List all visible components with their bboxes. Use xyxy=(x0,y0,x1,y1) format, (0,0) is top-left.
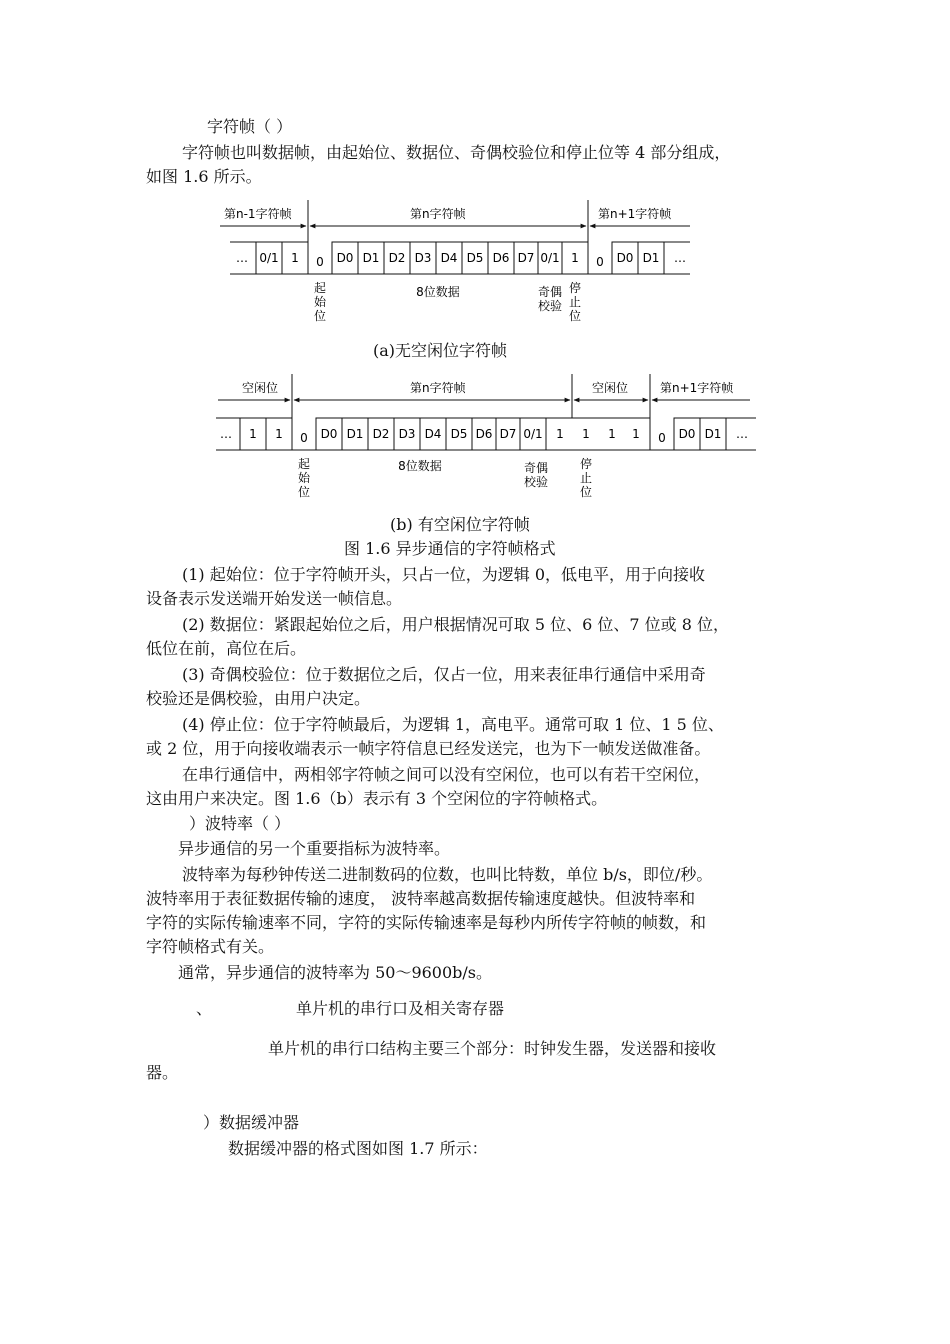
paragraph-line: 校验还是偶校验，由用户决定。 xyxy=(146,689,371,708)
paragraph-line: 低位在前，高位在后。 xyxy=(146,639,307,658)
cell: 0 xyxy=(300,431,308,445)
paragraph-line: (1) 起始位：位于字符帧开头，只占一位，为逻辑 0，低电平，用于向接收 xyxy=(182,565,706,584)
cell: 0/1 xyxy=(259,251,279,265)
paragraph-line: 数据缓冲器的格式图如图 1.7 所示： xyxy=(228,1139,488,1158)
paragraph-line: 在串行通信中，两相邻字符帧之间可以没有空闲位，也可以有若干空闲位， xyxy=(182,765,711,784)
cell: D3 xyxy=(398,427,416,441)
cell: D0 xyxy=(678,427,696,441)
paragraph-line: 字符的实际传输速率不同，字符的实际传输速率是每秒内所传字符帧的帧数，和 xyxy=(146,913,707,932)
cell: D2 xyxy=(388,251,406,265)
section-number-separator: 、 xyxy=(196,999,213,1018)
label-start-bit: 起 xyxy=(313,281,327,295)
label-data-bits: 8位数据 xyxy=(398,459,442,473)
cell: D0 xyxy=(320,427,338,441)
label-stop-bit: 止 xyxy=(579,471,593,485)
paragraph-line: 这由用户来决定。图 1.6（b）表示有 3 个空闲位的字符帧格式。 xyxy=(146,789,608,808)
figure-b-frame-with-idle xyxy=(210,372,760,504)
cell: D7 xyxy=(499,427,517,441)
cell: 1 xyxy=(291,251,299,265)
paragraph-line: 如图 1.6 所示。 xyxy=(146,167,262,186)
cell: 0 xyxy=(596,255,604,269)
paragraph-line: (4) 停止位：位于字符帧最后，为逻辑 1，高电平。通常可取 1 位、1 5 位、 xyxy=(182,715,724,734)
cell: D1 xyxy=(642,251,660,265)
section-heading-data-buffer: ）数据缓冲器 xyxy=(203,1113,300,1132)
cell: D0 xyxy=(616,251,634,265)
paragraph-line: 或 2 位，用于向接收端表示一帧字符信息已经发送完，也为下一帧发送做准备。 xyxy=(146,739,711,758)
cell: D6 xyxy=(475,427,493,441)
section-heading-char-frame: 字符帧（ ） xyxy=(207,117,293,136)
label-prev-frame: 第n-1字符帧 xyxy=(224,207,292,221)
section-heading-serial-port: 单片机的串行口及相关寄存器 xyxy=(296,999,505,1018)
label-start-bit: 位 xyxy=(313,309,327,323)
cell: 0 xyxy=(316,255,324,269)
cell: D1 xyxy=(346,427,364,441)
label-start-bit: 起 xyxy=(297,457,311,471)
paragraph-line: 字符帧格式有关。 xyxy=(146,937,275,956)
cell: 1 xyxy=(556,427,564,441)
label-stop-bit: 停 xyxy=(568,281,582,295)
cell: 0/1 xyxy=(540,251,560,265)
cell: 1 xyxy=(275,427,283,441)
paragraph-line: 通常，异步通信的波特率为 50～9600b/s。 xyxy=(178,963,493,982)
cell: 0/1 xyxy=(523,427,543,441)
cell: D5 xyxy=(466,251,484,265)
cell: 1 xyxy=(608,427,616,441)
label-stop-bit: 停 xyxy=(579,457,593,471)
label-start-bit: 始 xyxy=(297,471,311,485)
section-heading-baud: ）波特率（ ） xyxy=(189,814,291,833)
label-parity: 校验 xyxy=(523,475,549,489)
paragraph-line: (3) 奇偶校验位：位于数据位之后，仅占一位，用来表征串行通信中采用奇 xyxy=(182,665,706,684)
figure-a-frame-no-idle xyxy=(220,198,700,330)
label-start-bit: 位 xyxy=(297,485,311,499)
label-next-frame: 第n+1字符帧 xyxy=(660,381,734,395)
cell: D5 xyxy=(450,427,468,441)
paragraph-line: 异步通信的另一个重要指标为波特率。 xyxy=(178,839,451,858)
label-stop-bit: 止 xyxy=(568,295,582,309)
figure-title: 图 1.6 异步通信的字符帧格式 xyxy=(344,539,556,558)
label-current-frame: 第n字符帧 xyxy=(410,207,466,221)
paragraph-line: 设备表示发送端开始发送一帧信息。 xyxy=(146,589,403,608)
paragraph-line: (2) 数据位：紧跟起始位之后，用户根据情况可取 5 位、6 位、7 位或 8 位， xyxy=(182,615,729,634)
cell: D3 xyxy=(414,251,432,265)
paragraph-line: 波特率用于表征数据传输的速度， 波特率越高数据传输速度越快。但波特率和 xyxy=(146,889,696,908)
label-start-bit: 始 xyxy=(313,295,327,309)
cell: D1 xyxy=(362,251,380,265)
paragraph-line: 波特率为每秒钟传送二进制数码的位数，也叫比特数，单位 b/s，即位/秒。 xyxy=(182,865,713,884)
cell: 1 xyxy=(571,251,579,265)
label-parity: 校验 xyxy=(537,299,563,313)
cell: 1 xyxy=(249,427,257,441)
cell: D4 xyxy=(440,251,458,265)
label-data-bits: 8位数据 xyxy=(416,285,460,299)
cell: D7 xyxy=(517,251,535,265)
label-idle-bits: 空闲位 xyxy=(592,381,629,395)
cell: 1 xyxy=(582,427,590,441)
paragraph-line: 字符帧也叫数据帧，由起始位、数据位、奇偶校验位和停止位等 4 部分组成， xyxy=(182,143,731,162)
cell: … xyxy=(236,251,248,265)
cell: … xyxy=(674,251,686,265)
cell: D1 xyxy=(704,427,722,441)
label-next-frame: 第n+1字符帧 xyxy=(598,207,672,221)
cell: D6 xyxy=(492,251,510,265)
label-parity: 奇偶 xyxy=(537,285,563,299)
label-parity: 奇偶 xyxy=(523,461,549,475)
paragraph-line: 单片机的串行口结构主要三个部分：时钟发生器，发送器和接收 xyxy=(268,1039,717,1058)
cell: D0 xyxy=(336,251,354,265)
caption-b: (b) 有空闲位字符帧 xyxy=(390,515,530,534)
paragraph-line: 器。 xyxy=(146,1063,179,1082)
label-idle-bits: 空闲位 xyxy=(242,381,279,395)
cell: 1 xyxy=(632,427,640,441)
cell: … xyxy=(736,427,748,441)
caption-a: (a)无空闲位字符帧 xyxy=(373,341,508,360)
cell: 0 xyxy=(658,431,666,445)
cell: D2 xyxy=(372,427,390,441)
label-stop-bit: 位 xyxy=(568,309,582,323)
label-stop-bit: 位 xyxy=(579,485,593,499)
cell: … xyxy=(220,427,232,441)
label-current-frame: 第n字符帧 xyxy=(410,381,466,395)
cell: D4 xyxy=(424,427,442,441)
